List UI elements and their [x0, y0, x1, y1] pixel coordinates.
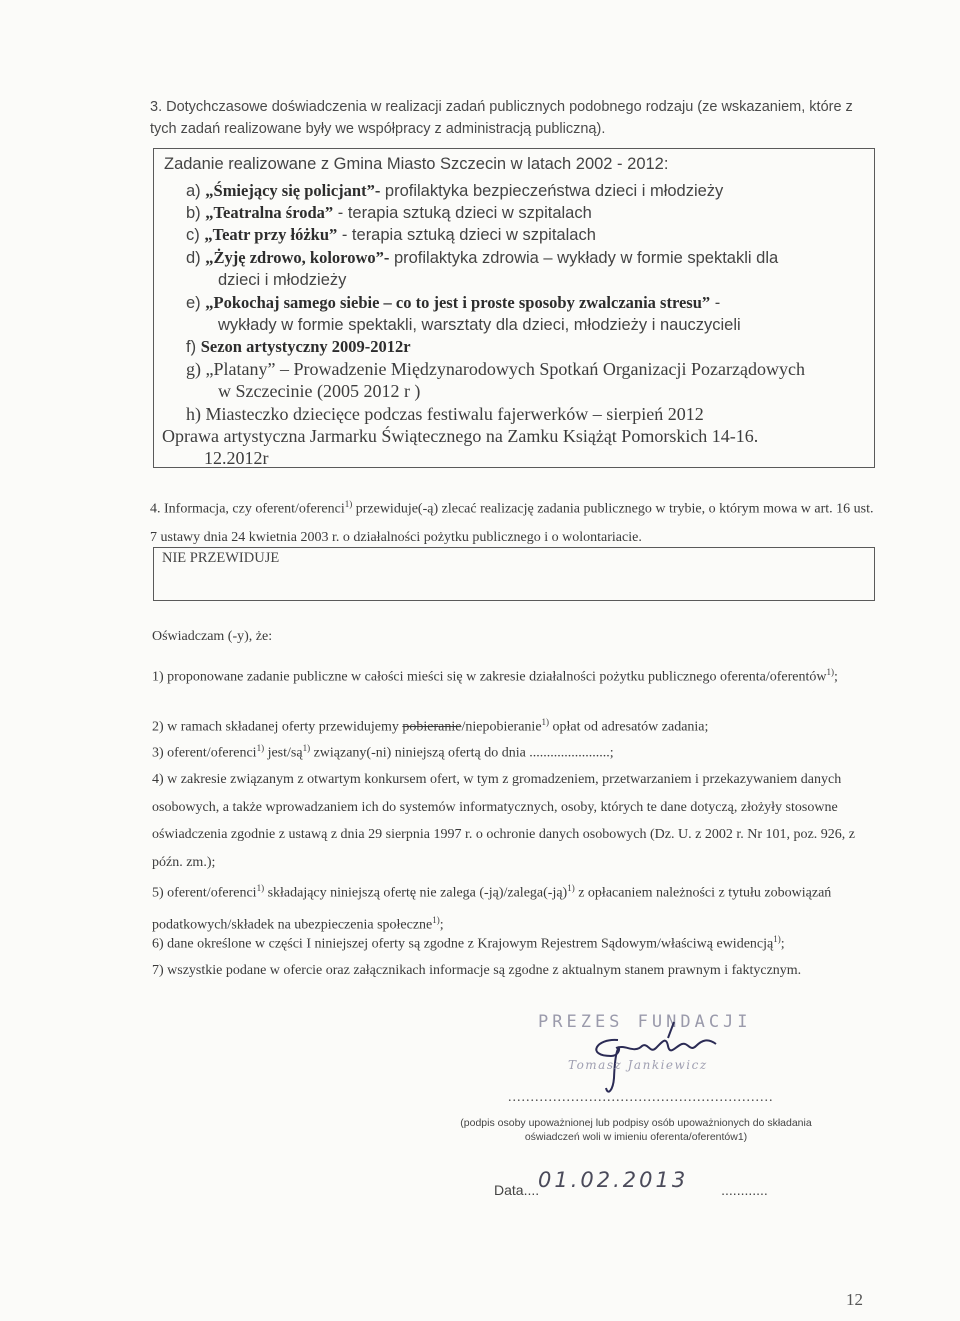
experience-box: [153, 148, 875, 468]
page-number: 12: [846, 1290, 863, 1309]
section-4-answer-box: [153, 547, 875, 601]
experience-item-e: e) „Pokochaj samego siebie – co to jest i proste sposoby zwalczania stresu” -: [186, 293, 721, 312]
experience-closing: Oprawa artystyczna Jarmarku Świątecznego na Zamku Książąt Pomorskich 14-16.: [162, 426, 759, 446]
section-3-heading: 3. Dotychczasowe doświadczenia w realizacji zadań publicznych podobnego rodzaju (ze wskazaniem, które z tych zadań realizowane były we współpracy z administracją publiczną).: [150, 99, 853, 137]
signature-caption: (podpis osoby upoważnionej lub podpisy osób upoważnionych do składania oświadczeń woli w imieniu oferenta/oferentów1): [460, 1117, 812, 1143]
declaration-point-5: 5) oferent/oferenci$^{1)}$ składający niniejszą ofertę nie zalega (-ją)/zalega(-ją)$^{1)}$ z opłacaniem należności z tytułu zobowiązań podatkowych/składek na ubezpieczenia społeczne$^{1)}$;: [152, 883, 832, 933]
declaration-point-7: 7) wszystkie podane w ofercie oraz załącznikach informacje są zgodne z aktualnym stanem prawnym i faktycznym.: [152, 963, 802, 978]
section-4-answer: NIE PRZEWIDUJE: [162, 550, 280, 566]
experience-item-f: f) Sezon artystyczny 2009-2012r: [186, 337, 411, 356]
stamp-title: PREZES FUNDACJI: [538, 1012, 752, 1032]
experience-closing-cont: 12.2012r: [204, 448, 269, 468]
struck-word: pobieranie: [402, 719, 462, 735]
experience-item-b: b) „Teatralna środa” - terapia sztuką dzieci w szpitalach: [186, 203, 592, 222]
date-value: 01.02.2013: [538, 1168, 689, 1192]
experience-item-d: d) „Żyję zdrowo, kolorowo”- profilaktyka zdrowia – wykłady w formie spektakli dla: [186, 248, 779, 267]
declaration-heading: Oświadczam (-y), że:: [152, 629, 273, 644]
experience-item-d-cont: dzieci i młodzieży: [218, 271, 347, 289]
signature-line: ...........................................................: [508, 1090, 774, 1105]
experience-item-c: c) „Teatr przy łóżku” - terapia sztuką dzieci w szpitalach: [186, 225, 596, 244]
experience-item-g: g) „Platany” – Prowadzenie Międzynarodowych Spotkań Organizacji Pozarządowych: [186, 359, 805, 379]
declaration-point-2: 2) w ramach składanej oferty przewidujemy pobieranie/niepobieranie$^{1)}$ opłat od adresatów zadania;: [152, 717, 709, 735]
section-4-text: 4. Informacja, czy oferent/oferenci$^{1)}$ przewiduje(-ą) zlecać realizację zadania publicznego w trybie, o którym mowa w art. 16 ust. 7 ustawy dnia 24 kwietnia 2003 r. o działalności pożytku publicznego i o wolontariacie.: [150, 499, 874, 545]
declaration-point-4: 4) w zakresie związanym z otwartym konkursem ofert, w tym z gromadzeniem, przetwarzaniem i przekazywaniem danych osobowych, a także wprowadzaniem ich do systemów informatycznych, osoby, których te dane dotyczą, złożyły stosowne oświadczenia zgodnie z ustawą z dnia 29 sierpnia 1997 r. o ochronie danych osobowych (Dz. U. z 2002 r. Nr 101, poz. 926, z późn. zm.);: [152, 772, 855, 870]
experience-item-h: h) Miasteczko dziecięce podczas festiwalu fajerwerków – sierpień 2012: [186, 404, 704, 424]
stamp-name: Tomasz Jankiewicz: [568, 1058, 708, 1072]
experience-item-a: a) „Śmiejący się policjant”- profilaktyka bezpieczeństwa dzieci i młodzieży: [186, 181, 724, 200]
declaration-point-6: 6) dane określone w części I niniejszej oferty są zgodne z Krajowym Rejestrem Sądowym/właściwą ewidencją$^{1)}$;: [152, 934, 785, 952]
experience-item-e-cont: wykłady w formie spektakli, warsztaty dla dzieci, młodzieży i nauczycieli: [218, 316, 741, 334]
declaration-point-1: 1) proponowane zadanie publiczne w całości mieści się w zakresie działalności pożytku publicznego oferenta/oferentów$^{1)}$;: [152, 667, 838, 685]
experience-item-g-cont: w Szczecinie (2005 2012 r ): [218, 381, 421, 401]
date-label: Data.... ............: [494, 1182, 768, 1198]
declaration-point-3: 3) oferent/oferenci$^{1)}$ jest/$są^{1)}$ związany(-ni) niniejszą ofertą do dnia .......................;: [152, 743, 614, 761]
experience-intro: Zadanie realizowane z Gmina Miasto Szczecin w latach 2002 - 2012:: [164, 155, 669, 173]
